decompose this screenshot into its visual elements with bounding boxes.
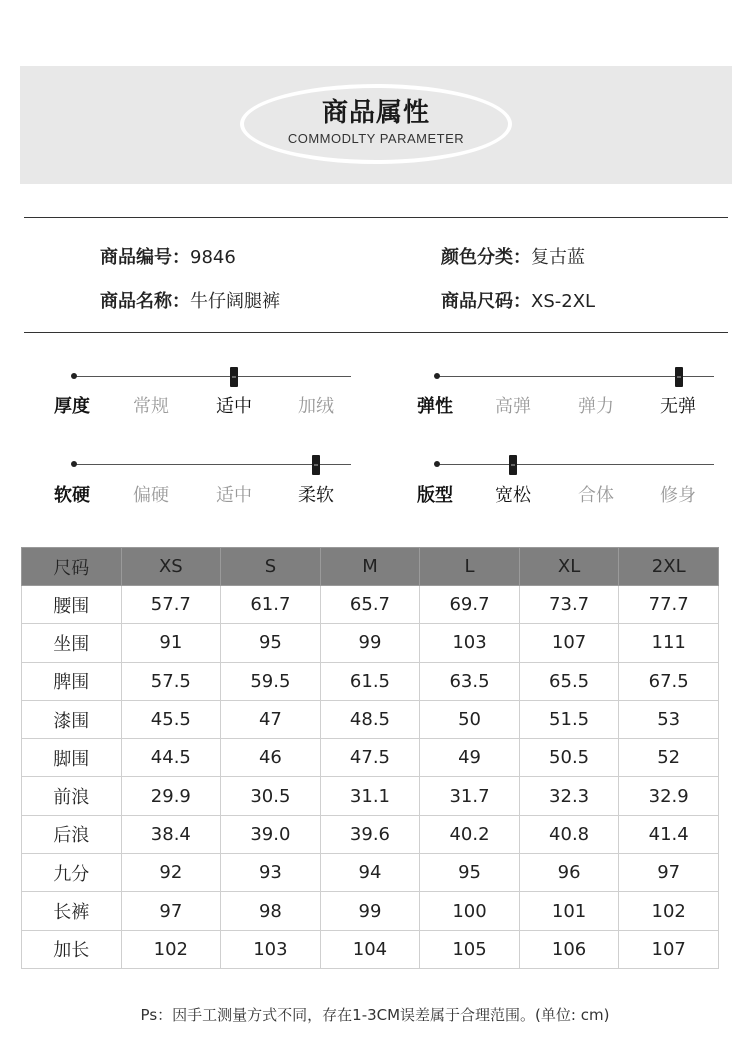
scale-line	[437, 376, 714, 377]
table-cell: 65.7	[320, 586, 420, 624]
scale-line	[74, 376, 351, 377]
option-regular: 常规	[133, 396, 169, 417]
scale-marker	[312, 455, 320, 475]
product-code	[100, 243, 236, 269]
table-cell: 38.4	[121, 815, 221, 853]
table-cell: 39.0	[221, 815, 321, 853]
table-cell: 107	[619, 930, 719, 968]
table-row	[22, 586, 719, 624]
table-header-row	[22, 548, 719, 586]
table-cell: 101	[519, 892, 619, 930]
table-cell: 31.1	[320, 777, 420, 815]
option-moderate: 适中	[216, 485, 252, 506]
header-cell: 尺码	[22, 548, 122, 586]
table-row	[22, 892, 719, 930]
table-cell: 45.5	[121, 700, 221, 738]
table-cell: 长裤	[22, 892, 122, 930]
table-cell: 脾围	[22, 662, 122, 700]
option-no-stretch: 无弹	[660, 396, 696, 417]
table-cell: 102	[121, 930, 221, 968]
attribute-name: 软硬	[54, 485, 90, 506]
page-subtitle: COMMODLTY PARAMETER	[287, 131, 465, 146]
table-cell: 32.9	[619, 777, 719, 815]
table-cell: 后浪	[22, 815, 122, 853]
option-high-stretch: 高弹	[495, 396, 531, 417]
table-cell: 40.2	[420, 815, 520, 853]
table-cell: 63.5	[420, 662, 520, 700]
table-cell: 46	[221, 739, 321, 777]
table-cell: 61.7	[221, 586, 321, 624]
table-cell: 44.5	[121, 739, 221, 777]
footnote: Ps：因手工测量方式不同，存在1-3CM误差属于合理范围。(单位: cm)	[140, 1006, 610, 1024]
table-cell: 50	[420, 700, 520, 738]
attribute-name: 版型	[417, 485, 453, 506]
table-cell: 98	[221, 892, 321, 930]
table-cell: 99	[320, 624, 420, 662]
table-cell: 31.7	[420, 777, 520, 815]
table-row	[22, 739, 719, 777]
page-title: 商品属性	[321, 98, 430, 128]
table-cell: 57.5	[121, 662, 221, 700]
table-cell: 102	[619, 892, 719, 930]
table-cell: 29.9	[121, 777, 221, 815]
table-cell: 104	[320, 930, 420, 968]
header-cell: XS	[121, 548, 221, 586]
table-cell: 48.5	[320, 700, 420, 738]
table-cell: 95	[420, 854, 520, 892]
table-cell: 前浪	[22, 777, 122, 815]
table-cell: 65.5	[519, 662, 619, 700]
table-cell: 53	[619, 700, 719, 738]
scale-start-dot	[71, 461, 77, 467]
table-cell: 52	[619, 739, 719, 777]
table-cell: 94	[320, 854, 420, 892]
option-fleece: 加绒	[298, 396, 334, 417]
header-cell: 2XL	[619, 548, 719, 586]
table-cell: 49	[420, 739, 520, 777]
product-name-label: 商品名称：	[100, 291, 190, 312]
table-cell: 111	[619, 624, 719, 662]
product-code-value: 9846	[190, 247, 236, 268]
table-cell: 61.5	[320, 662, 420, 700]
table-cell: 脚围	[22, 739, 122, 777]
table-cell: 103	[420, 624, 520, 662]
table-cell: 69.7	[420, 586, 520, 624]
table-cell: 32.3	[519, 777, 619, 815]
table-cell: 39.6	[320, 815, 420, 853]
table-cell: 99	[320, 892, 420, 930]
option-slim: 修身	[660, 485, 696, 506]
table-cell: 97	[121, 892, 221, 930]
table-cell: 92	[121, 854, 221, 892]
table-row	[22, 700, 719, 738]
divider-bottom	[24, 332, 728, 333]
table-cell: 96	[519, 854, 619, 892]
table-cell: 漆围	[22, 700, 122, 738]
table-cell: 100	[420, 892, 520, 930]
table-cell: 57.7	[121, 586, 221, 624]
option-loose: 宽松	[495, 485, 531, 506]
table-cell: 97	[619, 854, 719, 892]
product-color-label: 颜色分类：	[441, 247, 531, 268]
table-row	[22, 854, 719, 892]
product-name	[100, 287, 280, 313]
scale-line	[437, 464, 714, 465]
table-cell: 九分	[22, 854, 122, 892]
header-cell: M	[320, 548, 420, 586]
table-row	[22, 662, 719, 700]
table-cell: 67.5	[619, 662, 719, 700]
table-cell: 103	[221, 930, 321, 968]
divider-top	[24, 217, 728, 218]
attribute-name: 弹性	[417, 396, 453, 417]
scale-start-dot	[434, 373, 440, 379]
product-size-label: 商品尺码：	[441, 291, 531, 312]
table-cell: 47.5	[320, 739, 420, 777]
size-table	[21, 547, 719, 969]
table-cell: 73.7	[519, 586, 619, 624]
table-row	[22, 815, 719, 853]
table-cell: 坐围	[22, 624, 122, 662]
table-cell: 50.5	[519, 739, 619, 777]
table-row	[22, 930, 719, 968]
header-cell: S	[221, 548, 321, 586]
product-name-value: 牛仔阔腿裤	[190, 291, 280, 312]
table-cell: 91	[121, 624, 221, 662]
header-cell: L	[420, 548, 520, 586]
table-cell: 30.5	[221, 777, 321, 815]
product-color	[441, 243, 585, 269]
option-regular-fit: 合体	[578, 485, 614, 506]
option-stretch: 弹力	[578, 396, 614, 417]
table-cell: 105	[420, 930, 520, 968]
table-row	[22, 624, 719, 662]
table-cell: 93	[221, 854, 321, 892]
table-cell: 59.5	[221, 662, 321, 700]
table-row	[22, 777, 719, 815]
scale-start-dot	[434, 461, 440, 467]
option-moderate: 适中	[216, 396, 252, 417]
table-cell: 106	[519, 930, 619, 968]
product-size-value: XS-2XL	[531, 291, 596, 312]
table-cell: 47	[221, 700, 321, 738]
scale-marker	[230, 367, 238, 387]
option-soft: 柔软	[298, 485, 334, 506]
table-cell: 107	[519, 624, 619, 662]
table-cell: 41.4	[619, 815, 719, 853]
option-stiff: 偏硬	[133, 485, 169, 506]
product-code-label: 商品编号：	[100, 247, 190, 268]
table-cell: 40.8	[519, 815, 619, 853]
header-cell: XL	[519, 548, 619, 586]
table-cell: 77.7	[619, 586, 719, 624]
table-cell: 51.5	[519, 700, 619, 738]
scale-start-dot	[71, 373, 77, 379]
scale-marker	[509, 455, 517, 475]
scale-marker	[675, 367, 683, 387]
scale-line	[74, 464, 351, 465]
product-size-range	[441, 287, 595, 313]
table-cell: 95	[221, 624, 321, 662]
attribute-name: 厚度	[54, 396, 90, 417]
product-color-value: 复古蓝	[531, 247, 585, 268]
table-cell: 腰围	[22, 586, 122, 624]
table-cell: 加长	[22, 930, 122, 968]
